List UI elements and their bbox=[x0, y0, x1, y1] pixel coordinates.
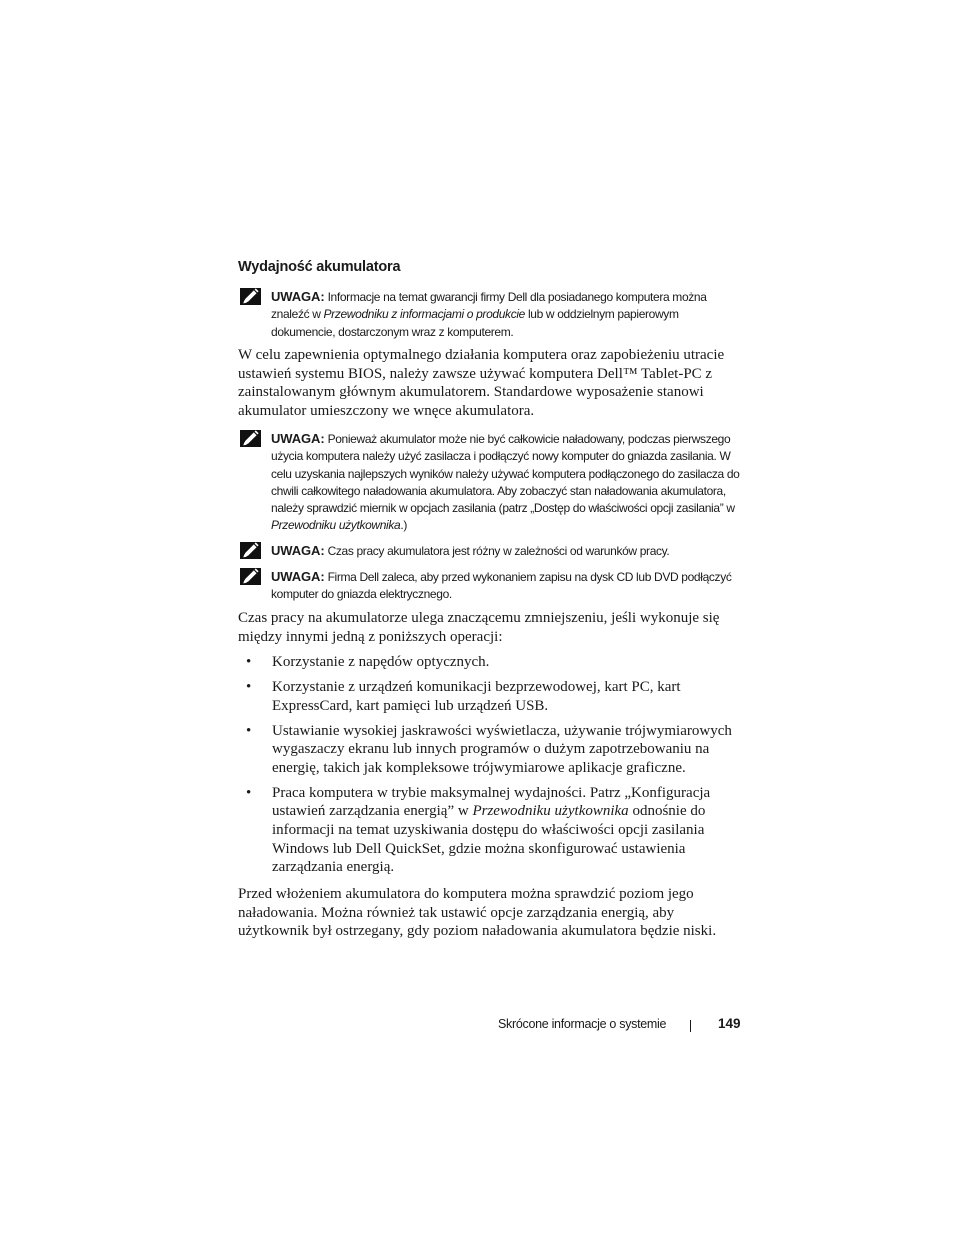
operations-list bbox=[238, 653, 738, 883]
note-text: UWAGA: Firma Dell zaleca, aby przed wykonaniem zapisu na dysk CD lub DVD podłączyć komputer do gniazda elektrycznego. bbox=[271, 569, 732, 602]
note-box bbox=[238, 541, 738, 561]
bullet-icon: • bbox=[246, 784, 252, 801]
list-item: • Korzystanie z napędów optycznych. bbox=[246, 654, 490, 670]
bullet-icon: • bbox=[246, 654, 252, 670]
intro-paragraph: W celu zapewnienia optymalnego działania komputera oraz zapobieżeniu utracie ustawień systemu BIOS, należy zawsze używać komputera Dell™ Tablet-PC z zainstalowanym głównym akumulatorem. Standardowe wyposażenie stanowi akumulator umieszczony we wnęce akumulatora. bbox=[238, 347, 725, 419]
page-footer bbox=[498, 1016, 743, 1036]
note-pencil-icon bbox=[240, 288, 261, 305]
list-item: • Ustawianie wysokiej jaskrawości wyświetlacza, używanie trójwymiarowych wygaszaczy ekranu lub innych programów o dużym zapotrzebowaniu na energię, takich jak kompleksowe trójwymiarowe aplikacje graficzne. bbox=[246, 722, 732, 776]
page-number: 149 bbox=[718, 1016, 741, 1031]
list-item: • Praca komputera w trybie maksymalnej wydajności. Patrz „Konfiguracja ustawień zarządzania energią” w Przewodniku użytkownika odnośnie do informacji na temat uzyskiwania dostępu do właściwości opcji zasilania Windows lub Dell QuickSet, gdzie można skonfigurować ustawienia zarządzania energią. bbox=[246, 784, 711, 876]
note-pencil-icon bbox=[240, 542, 261, 559]
runtime-paragraph: Czas pracy na akumulatorze ulega znaczącemu zmniejszeniu, jeśli wykonuje się między innymi jedną z poniższych operacji: bbox=[238, 610, 720, 645]
closing-paragraph: Przed włożeniem akumulatora do komputera można sprawdzić poziom jego naładowania. Można również tak ustawić opcje zarządzania energią, aby użytkownik był ostrzegany, gdy poziom naładowania akumulatora będzie niski. bbox=[238, 886, 717, 940]
note-text: UWAGA: Ponieważ akumulator może nie być całkowicie naładowany, podczas pierwszego użycia komputera należy użyć zasilacza i podłączyć nowy komputer do gniazda zasilania. W celu uzyskania najlepszych wyników należy używać komputera podłączonego do zasilacza do chwili całkowitego naładowania akumulatora. Aby zobaczyć stan naładowania akumulatora, należy sprawdzić miernik w opcjach zasilania (patrz „Dostęp do właściwości opcji zasilania” w Przewodniku użytkownika.) bbox=[271, 431, 740, 533]
footer-section-title: Skrócone informacje o systemie bbox=[498, 1017, 667, 1031]
list-item: • Korzystanie z urządzeń komunikacji bezprzewodowej, kart PC, kart ExpressCard, kart pamięci lub urządzeń USB. bbox=[246, 678, 681, 714]
document-reference: Przewodniku użytkownika bbox=[472, 803, 629, 820]
note-pencil-icon bbox=[240, 568, 261, 585]
document-reference: Przewodniku z informacjami o produkcie bbox=[323, 307, 525, 322]
bullet-icon: • bbox=[246, 722, 252, 739]
note-box bbox=[238, 287, 738, 339]
section-heading: Wydajność akumulatora bbox=[238, 259, 401, 275]
note-box bbox=[238, 567, 738, 603]
document-reference: Przewodniku użytkownika bbox=[271, 518, 401, 533]
note-label: UWAGA: bbox=[271, 569, 325, 584]
note-text: UWAGA: Czas pracy akumulatora jest różny w zależności od warunków pracy. bbox=[271, 543, 670, 558]
note-label: UWAGA: bbox=[271, 289, 325, 304]
note-label: UWAGA: bbox=[271, 431, 325, 446]
note-label: UWAGA: bbox=[271, 543, 325, 558]
note-box bbox=[238, 429, 738, 537]
bullet-icon: • bbox=[246, 678, 252, 695]
note-pencil-icon bbox=[240, 430, 261, 447]
footer-divider bbox=[690, 1020, 691, 1032]
note-text: UWAGA: Informacje na temat gwarancji firmy Dell dla posiadanego komputera można znaleźć w Przewodniku z informacjami o produkcie lub w oddzielnym papierowym dokumencie, dostarczonym wraz z komputerem. bbox=[271, 289, 707, 339]
